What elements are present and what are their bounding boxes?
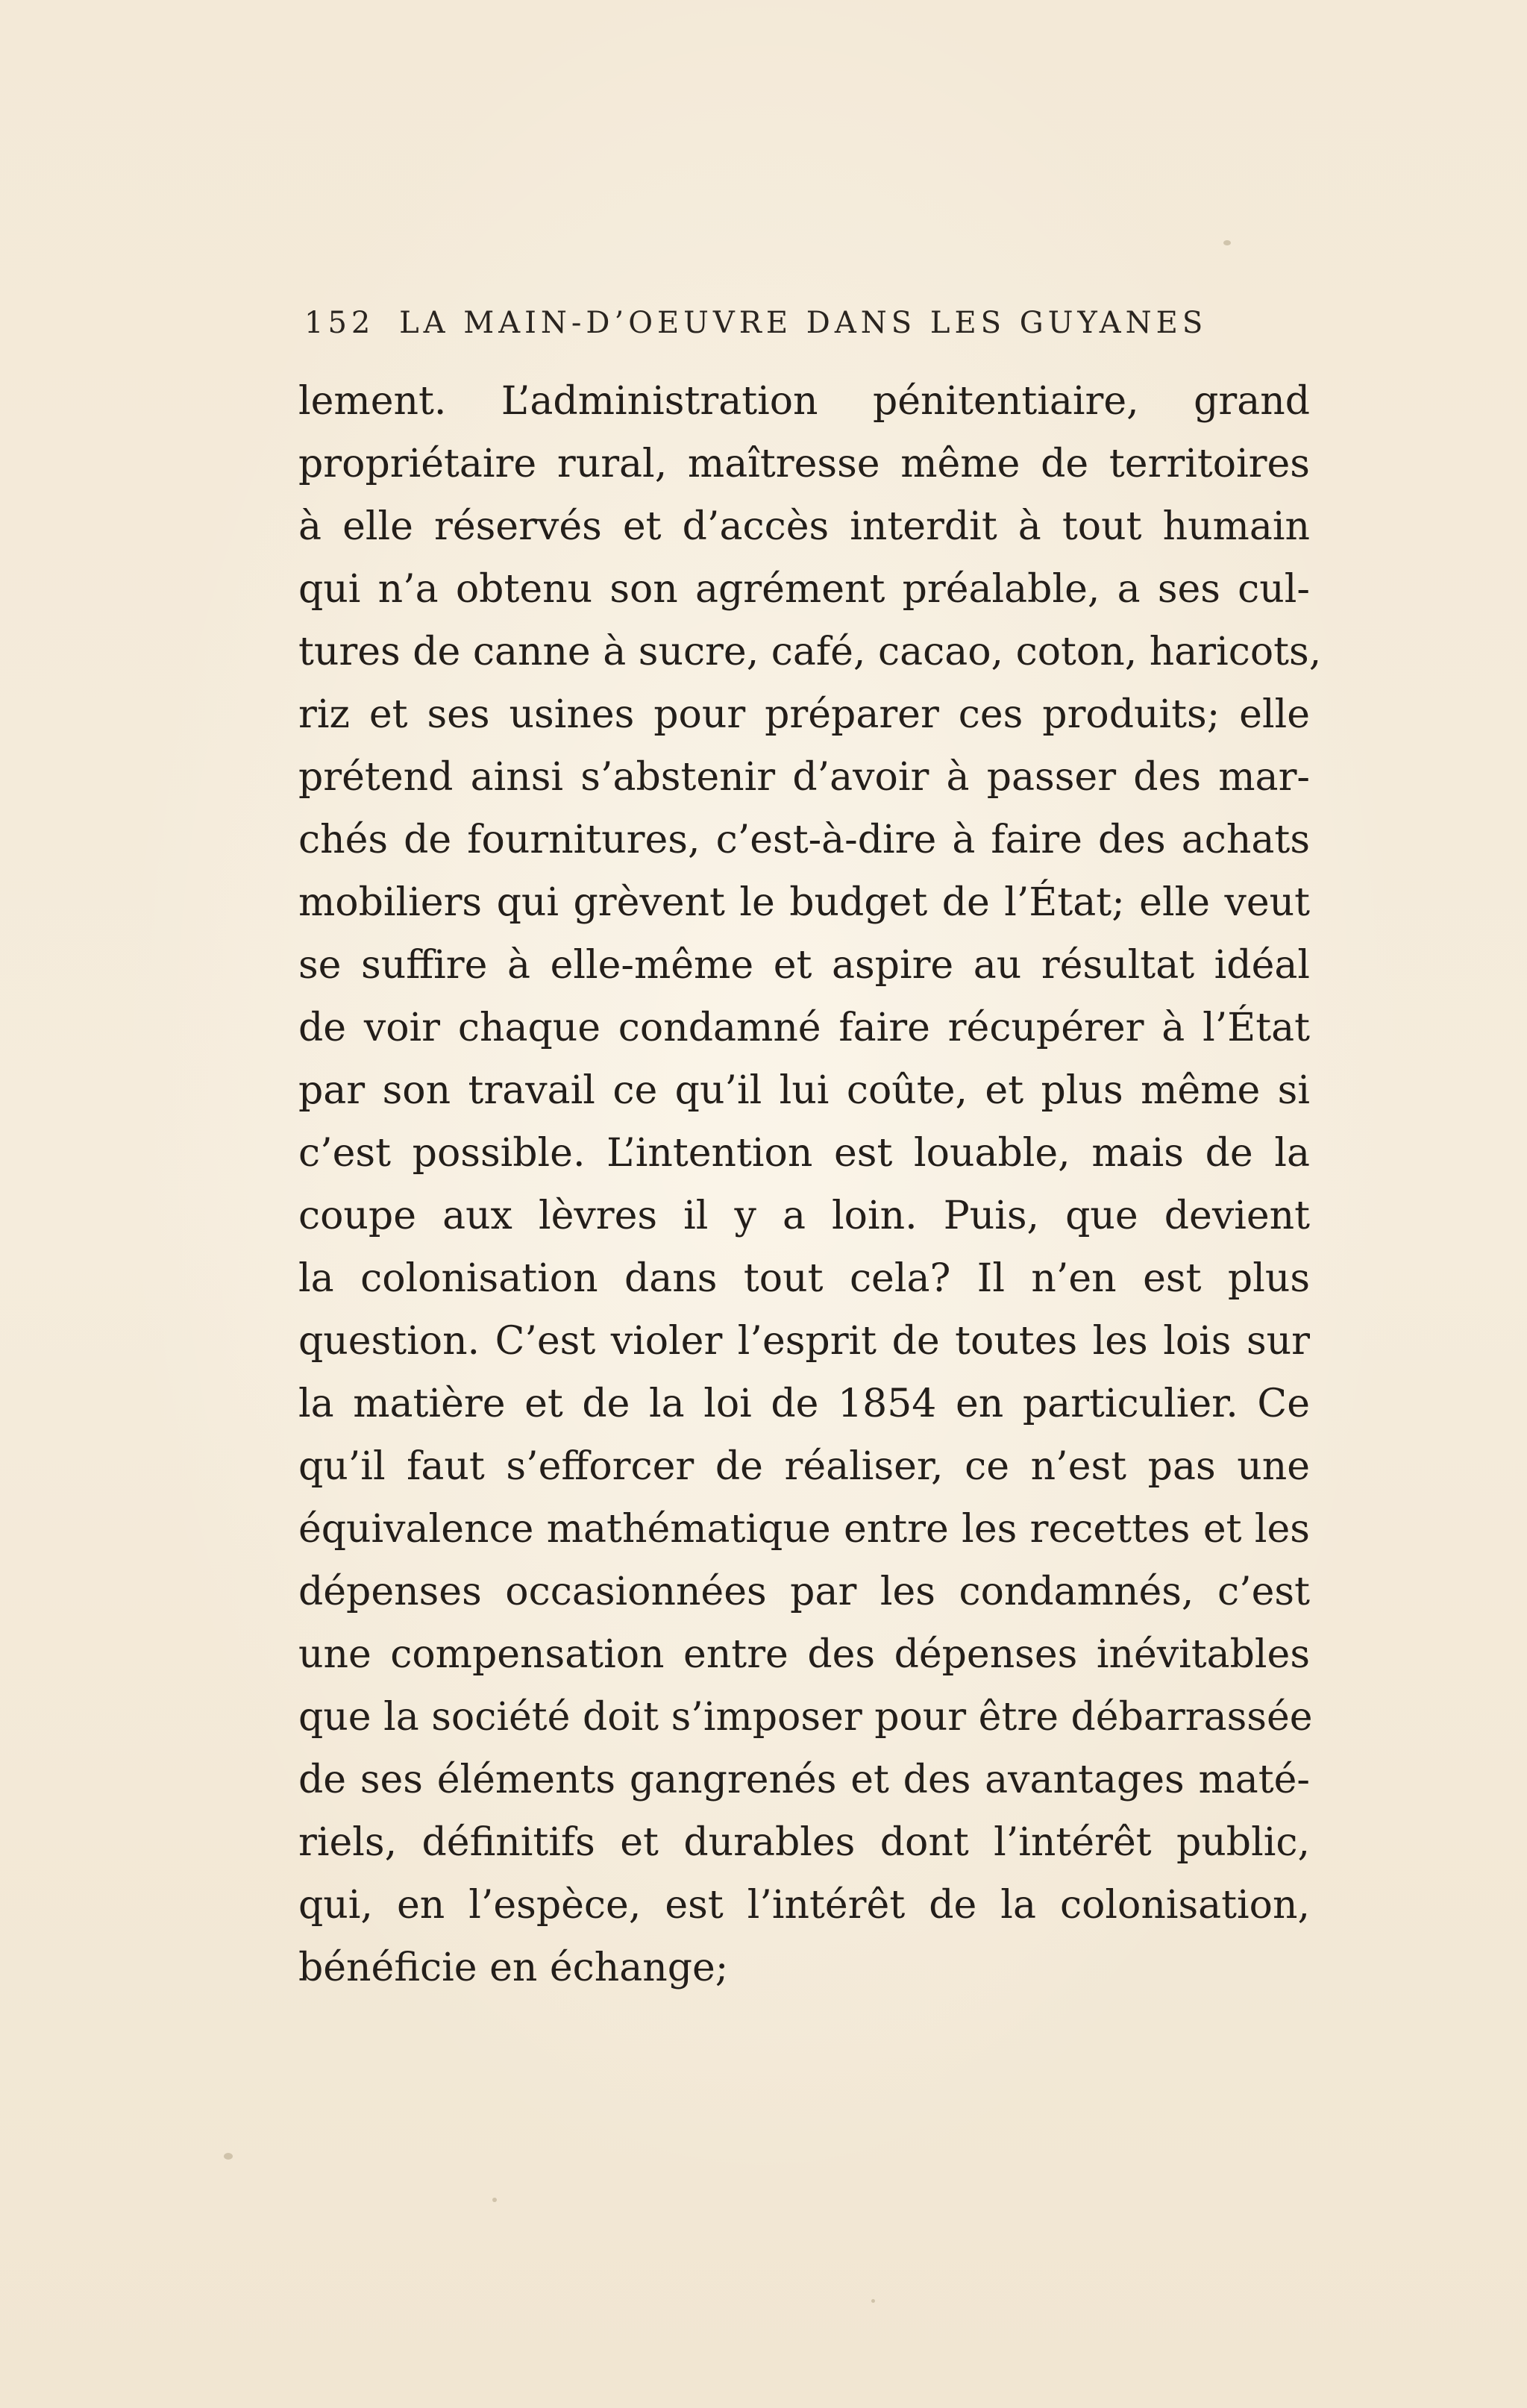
running-header: [304, 306, 1237, 340]
text-line: propriétaire rural, maîtresse même de territoires: [298, 442, 1310, 486]
text-line: se suffire à elle-même et aspire au résultat idéal: [298, 943, 1310, 988]
text-line: qu’il faut s’efforcer de réaliser, ce n’est pas une: [298, 1444, 1310, 1489]
paper-speck: [492, 2198, 497, 2202]
text-line-last: bénéficie en échange;: [298, 1945, 729, 1990]
page-number: 152: [304, 306, 375, 340]
paper-speck: [1223, 240, 1231, 245]
paper-speck: [871, 2299, 875, 2303]
text-line: qui n’a obtenu son agrément préalable, a ses cul-: [298, 567, 1310, 612]
text-line: de ses éléments gangrenés et des avantages maté-: [298, 1758, 1310, 1802]
text-line: chés de fournitures, c’est-à-dire à faire des achats: [298, 818, 1310, 862]
text-line: c’est possible. L’intention est louable, mais de la: [298, 1131, 1310, 1176]
running-title: LA MAIN-D’OEUVRE DANS LES GUYANES: [399, 306, 1208, 340]
text-line: équivalence mathématique entre les recettes et les: [298, 1507, 1310, 1552]
text-line: la colonisation dans tout cela? Il n’en est plus: [298, 1256, 1310, 1301]
text-line: tures de canne à sucre, café, cacao, coton, haricots,: [298, 630, 1322, 674]
text-line: de voir chaque condamné faire récupérer à l’État: [298, 1006, 1310, 1050]
text-line: dépenses occasionnées par les condamnés, c’est: [298, 1570, 1310, 1614]
text-line: qui, en l’espèce, est l’intérêt de la colonisation,: [298, 1883, 1310, 1928]
text-line: mobiliers qui grèvent le budget de l’État; elle veut: [298, 880, 1310, 925]
text-line: par son travail ce qu’il lui coûte, et plus même si: [298, 1068, 1310, 1113]
text-line: que la société doit s’imposer pour être débarrassée: [298, 1695, 1313, 1740]
text-line: coupe aux lèvres il y a loin. Puis, que devient: [298, 1194, 1310, 1238]
text-line: prétend ainsi s’abstenir d’avoir à passer des mar-: [298, 755, 1310, 800]
text-line: riz et ses usines pour préparer ces produits; elle: [298, 692, 1310, 737]
body-text: [298, 370, 1322, 1999]
text-line: riels, définitifs et durables dont l’intérêt public,: [298, 1820, 1310, 1865]
text-line: lement. L’administration pénitentiaire, grand: [298, 379, 1310, 424]
text-line: question. C’est violer l’esprit de toutes les lois sur: [298, 1319, 1310, 1364]
text-line: à elle réservés et d’accès interdit à tout humain: [298, 504, 1310, 549]
text-line: une compensation entre des dépenses inévitables: [298, 1632, 1310, 1677]
text-line: la matière et de la loi de 1854 en particulier. Ce: [298, 1382, 1310, 1426]
paper-speck: [224, 2153, 233, 2160]
